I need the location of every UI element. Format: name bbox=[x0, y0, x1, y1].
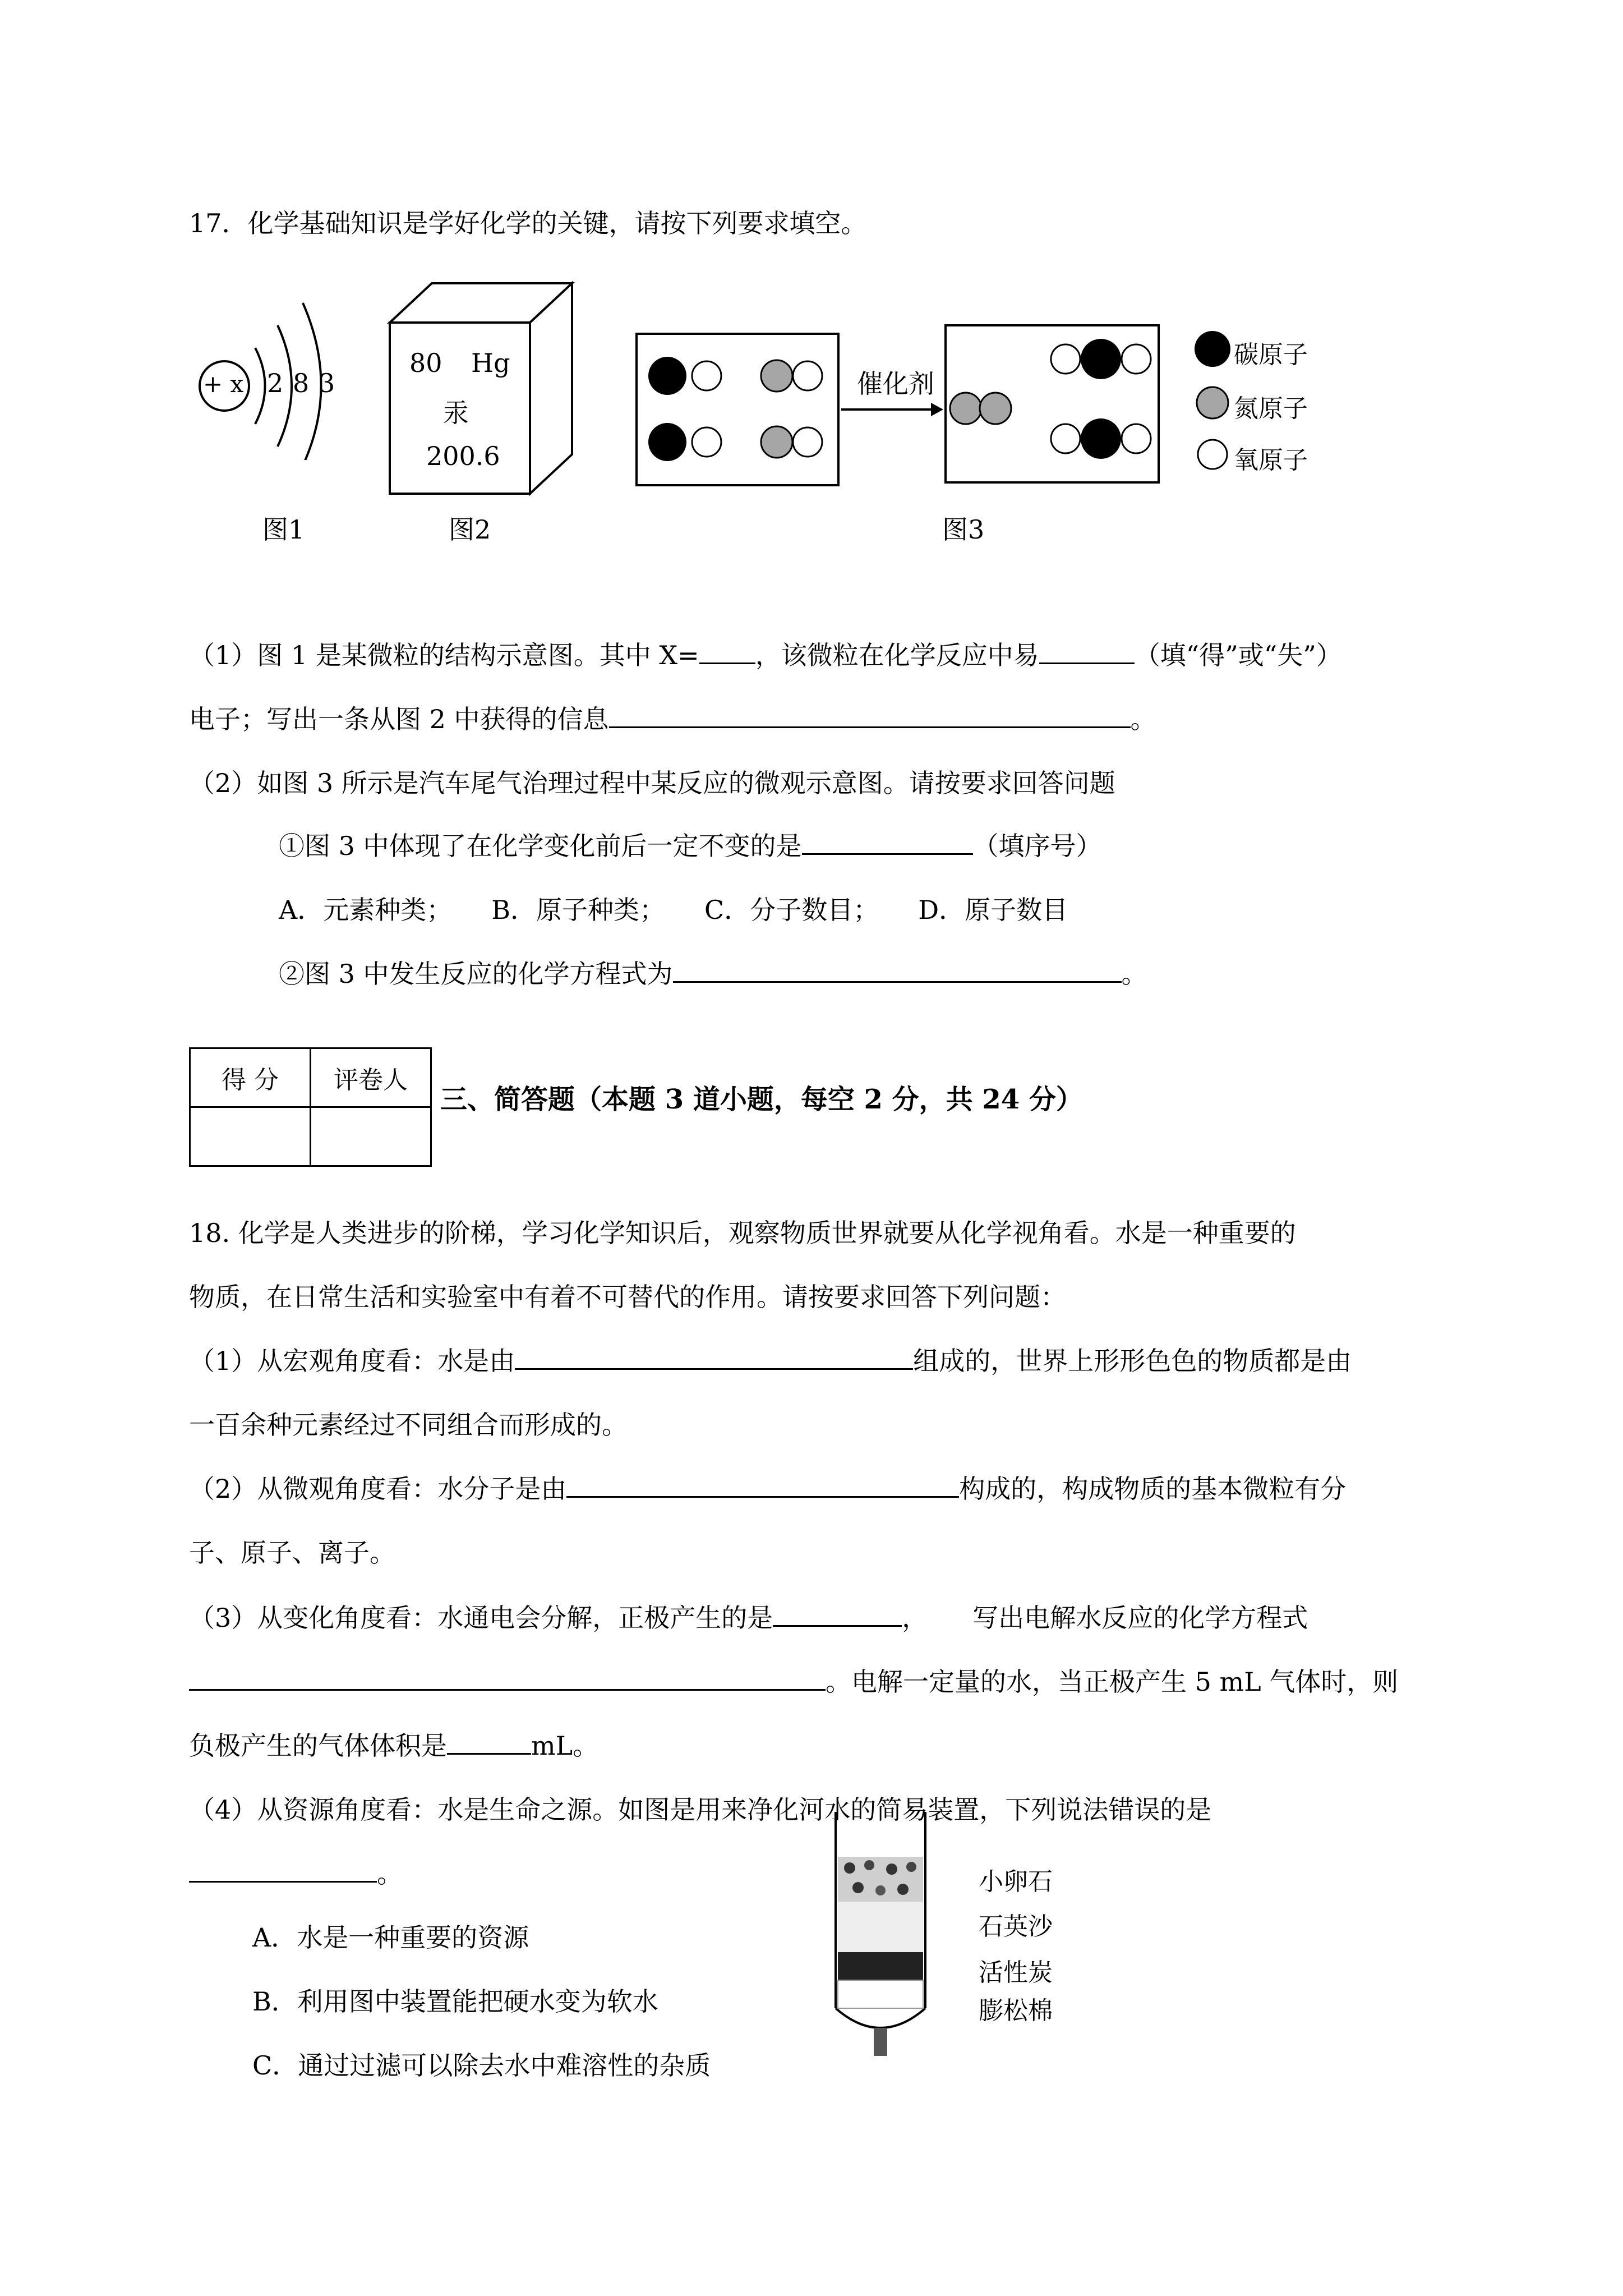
filter-label-pebble: 小卵石 bbox=[979, 1867, 1053, 1896]
shell-count-3: 3 bbox=[319, 368, 335, 398]
answer-blank-wrong-statement[interactable] bbox=[189, 1858, 377, 1883]
answer-blank-positive-gas[interactable] bbox=[773, 1603, 902, 1627]
nitrogen-atom bbox=[761, 426, 792, 458]
q18-part1-line1: （1）从宏观角度看：水是由 组成的，世界上形形色色的物质都是由 bbox=[189, 1346, 1352, 1376]
pebble-layer bbox=[838, 1857, 923, 1902]
q17-part1-line2: 电子；写出一条从图 2 中获得的信息 。 bbox=[189, 704, 1156, 734]
oxygen-atom bbox=[1051, 344, 1080, 374]
q18-option-a: A．水是一种重要的资源 bbox=[252, 1922, 529, 1953]
q18-part3-line2: 。电解一定量的水，当正极产生 5 mL 气体时，则 bbox=[189, 1666, 1398, 1697]
q18-part1-line2: 一百余种元素经过不同组合而形成的。 bbox=[189, 1410, 628, 1440]
answer-blank-electrolysis-equation[interactable] bbox=[189, 1667, 826, 1691]
oxygen-atom bbox=[692, 361, 721, 390]
carbon-atom bbox=[1081, 339, 1121, 379]
oxygen-atom bbox=[1122, 344, 1151, 374]
oxygen-atom bbox=[793, 427, 822, 457]
filter-label-cotton: 膨松棉 bbox=[979, 1996, 1053, 2025]
quartz-sand-layer bbox=[838, 1902, 923, 1952]
figure-2-element-cube bbox=[387, 280, 611, 505]
legend-oxygen-marker bbox=[1198, 440, 1227, 469]
q18-option-b: B．利用图中装置能把硬水变为软水 bbox=[252, 1986, 658, 2017]
answer-blank-equation[interactable] bbox=[673, 959, 1122, 983]
shell-count-2: 8 bbox=[293, 368, 310, 398]
section-title: 三、简答题（本题 3 道小题，每空 2 分，共 24 分） bbox=[440, 1084, 1083, 1115]
q18-part2-line2: 子、原子、离子。 bbox=[189, 1538, 395, 1568]
answer-blank-gain-lose[interactable] bbox=[1039, 640, 1135, 664]
nitrogen-atom bbox=[980, 393, 1011, 424]
answer-blank-water-composition[interactable] bbox=[515, 1346, 913, 1370]
cotton-layer bbox=[838, 1980, 923, 2008]
oxygen-atom bbox=[1122, 424, 1151, 453]
grader-header: 评卷人 bbox=[311, 1048, 431, 1107]
legend-nitrogen-marker bbox=[1197, 387, 1228, 418]
element-symbol: Hg bbox=[471, 348, 510, 378]
filter-label-carbon: 活性炭 bbox=[979, 1958, 1053, 1987]
q17-part1-line1: （1）图 1 是某微粒的结构示意图。其中 X= ，该微粒在化学反应中易 （填“得”或“失”） bbox=[189, 640, 1342, 670]
shell-count-1: 2 bbox=[267, 368, 284, 398]
q18-part4-line2: 。 bbox=[189, 1858, 403, 1889]
oxygen-atom bbox=[692, 427, 721, 457]
q17-part2-stem: （2）如图 3 所示是汽车尾气治理过程中某反应的微观示意图。请按要求回答问题 bbox=[189, 768, 1115, 798]
figure-3-caption: 图3 bbox=[942, 514, 985, 545]
q18-part4-line1: （4）从资源角度看：水是生命之源。如图是用来净化河水的简易装置，下列说法错误的是 bbox=[189, 1795, 1212, 1825]
q18-part2-line1: （2）从微观角度看：水分子是由 构成的，构成物质的基本微粒有分 bbox=[189, 1474, 1347, 1504]
water-filter-apparatus bbox=[830, 1812, 953, 2064]
answer-blank-unchanged[interactable] bbox=[802, 831, 973, 855]
legend-oxygen-label: 氧原子 bbox=[1234, 446, 1308, 475]
score-header: 得 分 bbox=[190, 1048, 311, 1107]
filter-label-quartz: 石英沙 bbox=[979, 1912, 1053, 1941]
q17-stem: 17．化学基础知识是学好化学的关键，请按下列要求填空。 bbox=[189, 208, 867, 238]
carbon-atom bbox=[648, 357, 686, 395]
figure-2-caption: 图2 bbox=[449, 514, 491, 545]
outlet-nozzle bbox=[874, 2028, 887, 2056]
score-table bbox=[189, 1047, 432, 1167]
nitrogen-atom bbox=[761, 360, 792, 392]
q18-part3-line3: 负极产生的气体体积是 mL。 bbox=[189, 1731, 599, 1761]
answer-blank-water-molecule[interactable] bbox=[566, 1474, 959, 1498]
atomic-number: 80 bbox=[409, 348, 442, 378]
q18-stem-line1: 18. 化学是人类进步的阶梯，学习化学知识后，观察物质世界就要从化学视角看。水是一种重要的 bbox=[189, 1218, 1296, 1248]
grader-cell[interactable] bbox=[311, 1107, 431, 1166]
figure-1-atom-structure bbox=[193, 269, 351, 460]
score-cell[interactable] bbox=[190, 1107, 311, 1166]
atomic-mass: 200.6 bbox=[426, 441, 500, 471]
nucleus-label: + x bbox=[203, 370, 244, 398]
answer-blank-x[interactable] bbox=[699, 640, 755, 664]
q18-part3-line1: （3）从变化角度看：水通电会分解，正极产生的是 ， 写出电解水反应的化学方程式 bbox=[189, 1603, 1308, 1633]
q17-part2-sub1: ①图 3 中体现了在化学变化前后一定不变的是 （填序号） bbox=[279, 831, 1102, 861]
nitrogen-atom bbox=[950, 393, 981, 424]
legend-nitrogen-label: 氮原子 bbox=[1234, 394, 1308, 423]
reaction-arrowhead bbox=[931, 403, 943, 416]
q18-stem-line2: 物质，在日常生活和实验室中有着不可替代的作用。请按要求回答下列问题： bbox=[189, 1282, 1066, 1312]
figure-1-caption: 图1 bbox=[262, 514, 305, 545]
q17-options: A．元素种类； B．原子种类； C．分子数目； D．原子数目 bbox=[279, 895, 1068, 925]
oxygen-atom bbox=[793, 361, 822, 390]
element-name: 汞 bbox=[443, 398, 469, 428]
carbon-atom bbox=[648, 423, 686, 461]
carbon-atom bbox=[1081, 418, 1121, 459]
q18-option-c: C．通过过滤可以除去水中难溶性的杂质 bbox=[252, 2050, 711, 2081]
activated-carbon-layer bbox=[838, 1952, 923, 1980]
oxygen-atom bbox=[1051, 424, 1080, 453]
q17-part2-sub2: ②图 3 中发生反应的化学方程式为 。 bbox=[279, 959, 1147, 989]
catalyst-label: 催化剂 bbox=[857, 369, 934, 399]
answer-blank-fig2-info[interactable] bbox=[609, 704, 1131, 728]
answer-blank-negative-volume[interactable] bbox=[447, 1731, 531, 1755]
legend-carbon-label: 碳原子 bbox=[1234, 341, 1308, 369]
shell-arc-1 bbox=[255, 348, 265, 424]
legend-carbon-marker bbox=[1195, 331, 1230, 367]
